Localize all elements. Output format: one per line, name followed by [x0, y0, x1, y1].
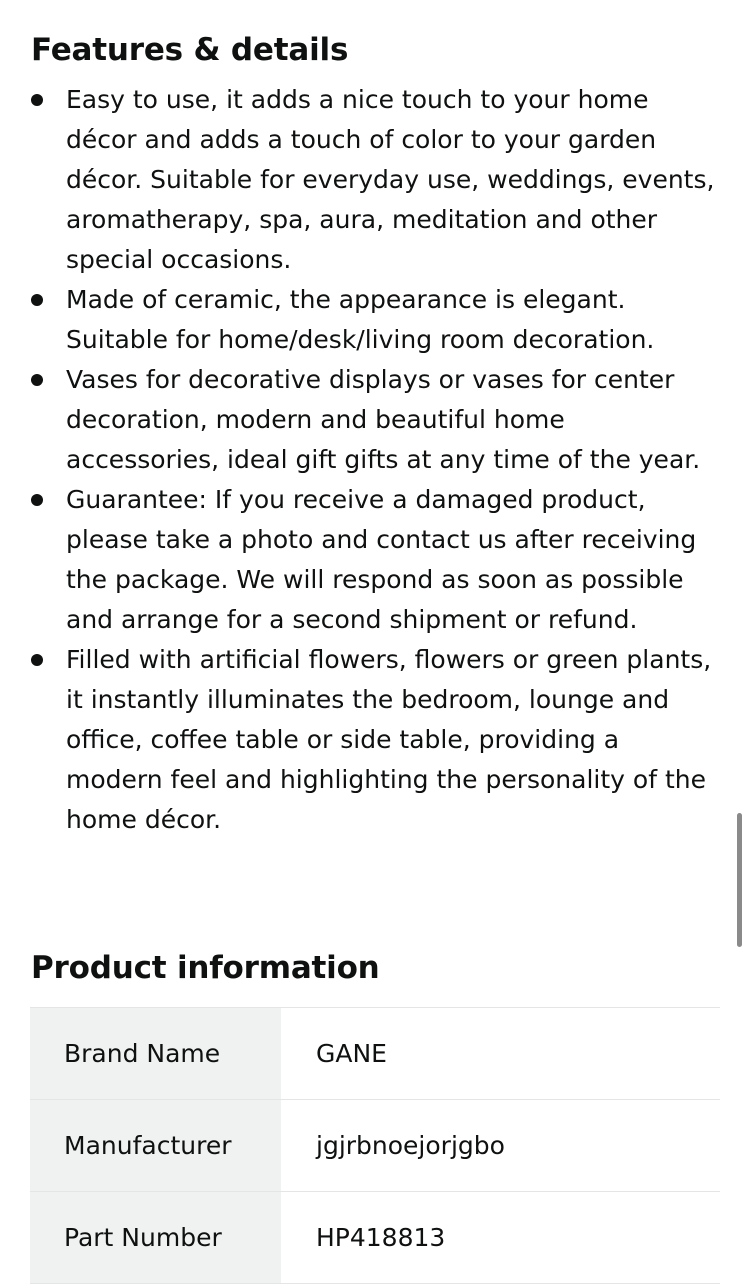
feature-bullet	[0, 480, 749, 640]
row-label: Brand Name	[30, 1008, 281, 1099]
feature-bullet	[0, 280, 749, 360]
feature-bullet-text: Filled with artificial flowers, flowers or green plants, it instantly illuminates the bedroom, lounge and office, coffee table or side table, providing a modern feel and highlighting the personality of the home décor.	[66, 645, 712, 834]
table-row	[30, 1192, 720, 1284]
bullet-dot-icon	[31, 654, 43, 666]
bullet-dot-icon	[31, 494, 43, 506]
feature-bullet	[0, 80, 749, 280]
product-information-table	[30, 1007, 720, 1284]
product-information-heading: Product information	[31, 950, 380, 986]
feature-bullet	[0, 640, 749, 840]
feature-bullet-text: Guarantee: If you receive a damaged product, please take a photo and contact us after receiving the package. We will respond as soon as possible and arrange for a second shipment or refund.	[66, 485, 697, 634]
bullet-dot-icon	[31, 294, 43, 306]
feature-bullet-text: Easy to use, it adds a nice touch to your home décor and adds a touch of color to your garden décor. Suitable for everyday use, weddings, events, aromatherapy, spa, aura, meditation and other special occasions.	[66, 85, 715, 274]
features-details-heading: Features & details	[31, 32, 349, 68]
features-bullet-list	[0, 80, 749, 840]
table-row	[30, 1008, 720, 1100]
table-row	[30, 1100, 720, 1192]
bullet-dot-icon	[31, 94, 43, 106]
feature-bullet-text: Made of ceramic, the appearance is elegant. Suitable for home/desk/living room decoration.	[66, 285, 655, 354]
feature-bullet	[0, 360, 749, 480]
row-value: jgjrbnoejorjgbo	[316, 1131, 505, 1160]
row-value: GANE	[316, 1039, 387, 1068]
bullet-dot-icon	[31, 374, 43, 386]
row-label: Manufacturer	[30, 1100, 281, 1191]
row-label: Part Number	[30, 1192, 281, 1283]
feature-bullet-text: Vases for decorative displays or vases for center decoration, modern and beautiful home accessories, ideal gift gifts at any time of the year.	[66, 365, 701, 474]
row-value: HP418813	[316, 1223, 446, 1252]
page-scrollbar[interactable]	[737, 813, 742, 947]
